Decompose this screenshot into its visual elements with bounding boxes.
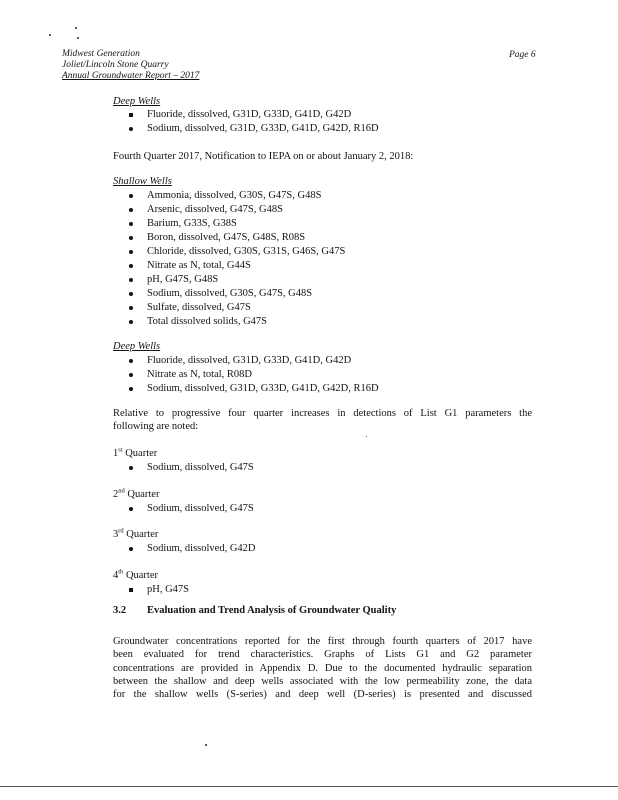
list-item: Fluoride, dissolved, G31D, G33D, G41D, G42D — [147, 109, 352, 120]
list-item: Nitrate as N, total, G44S — [147, 260, 251, 271]
scan-speck — [366, 436, 367, 437]
paragraph-line: following are noted: — [113, 421, 199, 433]
header-site: Joliet/Lincoln Stone Quarry — [62, 60, 169, 70]
bullet-icon — [129, 320, 133, 324]
list-item: Sodium, dissolved, G47S — [147, 462, 254, 473]
header-company: Midwest Generation — [62, 49, 140, 59]
list-item: Ammonia, dissolved, G30S, G47S, G48S — [147, 190, 322, 201]
bullet-icon — [129, 547, 133, 551]
shallow-wells-heading: Shallow Wells — [113, 176, 172, 187]
list-item: Chloride, dissolved, G30S, G31S, G46S, G47S — [147, 246, 346, 257]
list-item: Arsenic, dissolved, G47S, G48S — [147, 204, 283, 215]
list-item: Barium, G33S, G38S — [147, 218, 237, 229]
bullet-icon — [129, 507, 133, 511]
paragraph-line: Groundwater concentrations reported for the first through fourth quarters of 2017 have — [113, 636, 532, 647]
list-item: Sodium, dissolved, G31D, G33D, G41D, G42D, R16D — [147, 383, 379, 394]
list-item: Sulfate, dissolved, G47S — [147, 302, 251, 313]
list-item: Sodium, dissolved, G42D — [147, 543, 256, 554]
list-item: Boron, dissolved, G47S, G48S, R08S — [147, 232, 306, 243]
paragraph-line: between the shallow and deep wells associated with the low permeability zone, the data — [113, 675, 532, 687]
list-item: Sodium, dissolved, G30S, G47S, G48S — [147, 288, 313, 299]
report-header — [62, 49, 199, 82]
bullet-icon — [129, 292, 133, 296]
scan-speck — [77, 37, 79, 39]
list-item: Total dissolved solids, G47S — [147, 316, 268, 327]
deep-wells-heading: Deep Wells — [113, 96, 161, 107]
paragraph-line: for the shallow wells (S-series) and deep well (D-series) is presented and discussed — [113, 689, 532, 701]
header-report-title: Annual Groundwater Report – 2017 — [62, 71, 200, 81]
bullet-icon — [129, 250, 133, 254]
page-bottom-edge — [0, 786, 618, 787]
bullet-icon — [129, 264, 133, 268]
progressive-increases-paragraph — [113, 407, 532, 434]
bullet-icon — [129, 588, 133, 592]
bullet-icon — [129, 127, 133, 131]
paragraph-line: concentrations are provided in Appendix D. Due to the documented hydraulic separation — [113, 662, 532, 674]
bullet-icon — [129, 306, 133, 310]
scan-speck — [75, 27, 77, 29]
section-number: 3.2 — [113, 605, 127, 616]
paragraph-line: Relative to progressive four quarter increases in detections of List G1 parameters the — [113, 408, 532, 419]
bullet-icon — [129, 222, 133, 226]
bullet-icon — [129, 278, 133, 282]
list-item: pH, G47S, G48S — [147, 274, 219, 285]
trend-analysis-paragraph — [113, 635, 532, 701]
deep-wells-heading: Deep Wells — [113, 341, 161, 352]
section-title: Evaluation and Trend Analysis of Groundwater Quality — [147, 605, 397, 616]
page-number: Page 6 — [509, 50, 536, 60]
bullet-icon — [129, 236, 133, 240]
scan-speck — [205, 744, 207, 746]
bullet-icon — [129, 466, 133, 470]
bullet-icon — [129, 113, 133, 117]
quarter-heading: 3rd Quarter — [113, 527, 159, 540]
list-item: Fluoride, dissolved, G31D, G33D, G41D, G42D — [147, 355, 352, 366]
bullet-icon — [129, 359, 133, 363]
list-item: Sodium, dissolved, G47S — [147, 503, 254, 514]
quarter-heading: 1st Quarter — [113, 446, 158, 459]
list-item: pH, G47S — [147, 584, 190, 595]
bullet-icon — [129, 208, 133, 212]
list-item: Nitrate as N, total, R08D — [147, 369, 252, 380]
scan-speck — [49, 34, 51, 36]
quarter-heading: 4th Quarter — [113, 568, 159, 581]
quarter-heading: 2nd Quarter — [113, 487, 160, 500]
bullet-icon — [129, 194, 133, 198]
paragraph-line: been evaluated for trend characteristics. Graphs of Lists G1 and G2 parameter — [113, 649, 532, 661]
bullet-icon — [129, 373, 133, 377]
bullet-icon — [129, 387, 133, 391]
fourth-quarter-intro: Fourth Quarter 2017, Notification to IEPA on or about January 2, 2018: — [113, 151, 414, 162]
list-item: Sodium, dissolved, G31D, G33D, G41D, G42D, R16D — [147, 123, 379, 134]
